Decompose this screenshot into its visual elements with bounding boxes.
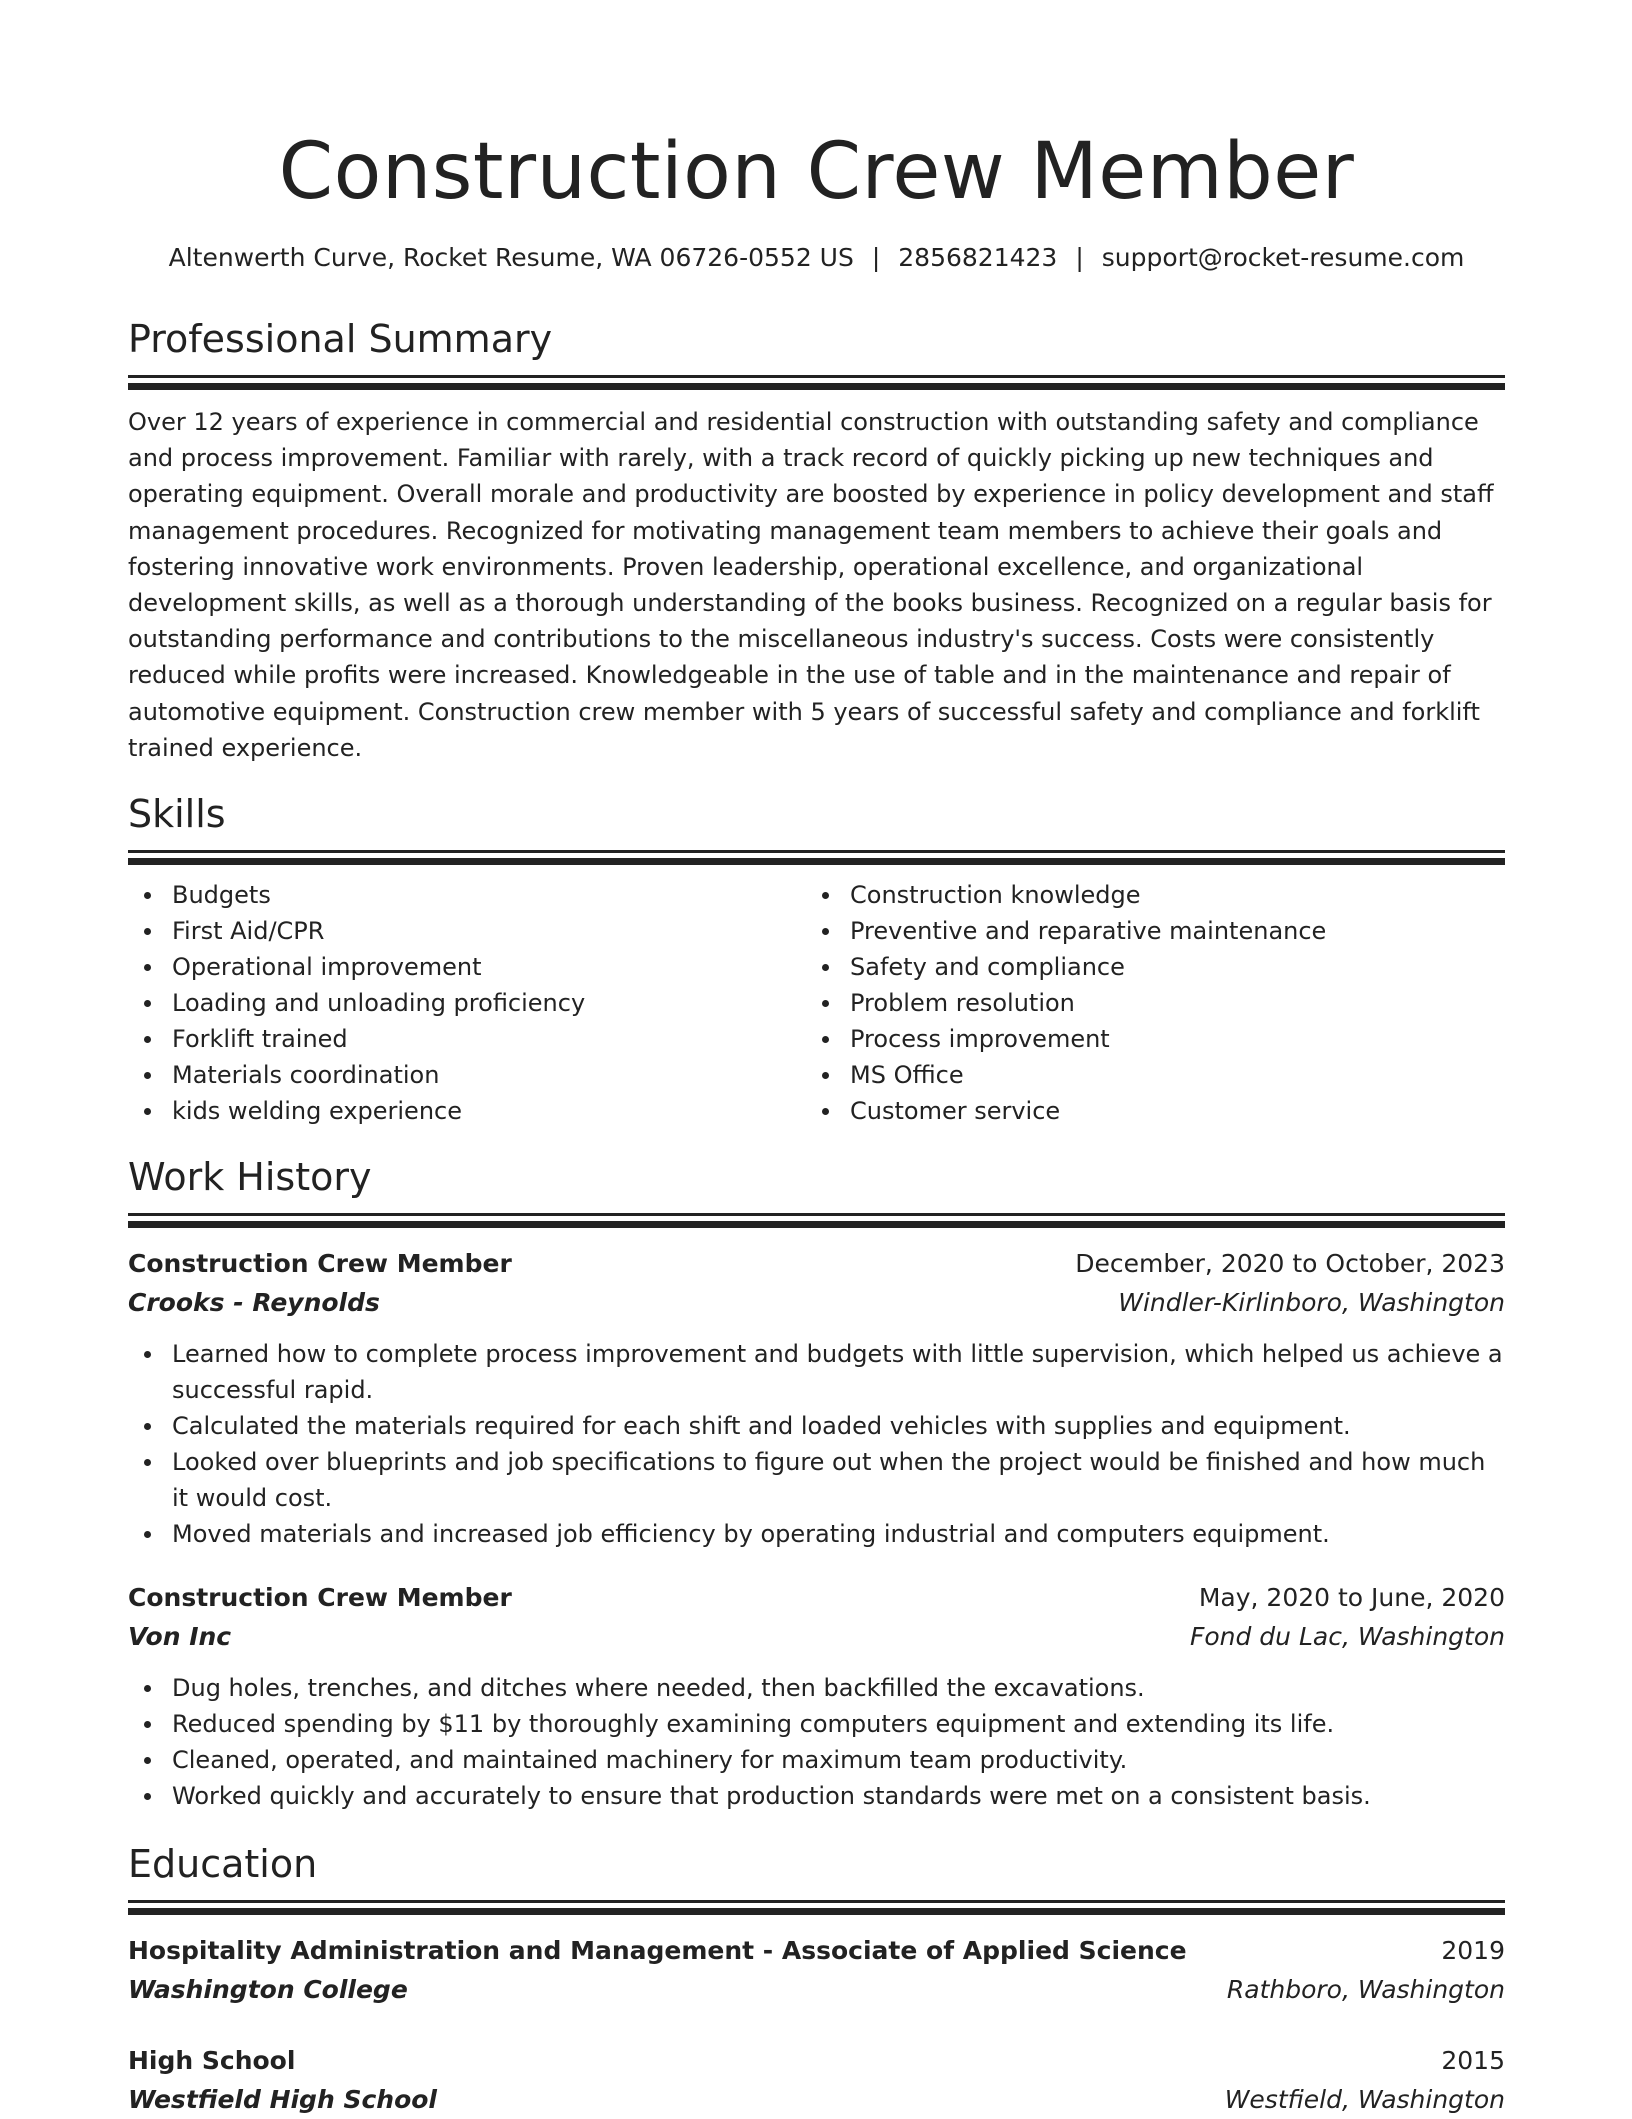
address: Altenwerth Curve, Rocket Resume, WA 06726-0552 US	[168, 243, 854, 272]
degree: High School	[128, 2046, 296, 2076]
job-dates: December, 2020 to October, 2023	[1075, 1249, 1505, 1279]
graduation-year: 2019	[1441, 1936, 1505, 1966]
skill-item: Construction knowledge	[806, 877, 1484, 913]
job-entry	[128, 1244, 1505, 1552]
job-bullet: Moved materials and increased job efficiency by operating industrial and computers equipment.	[128, 1516, 1505, 1552]
education-section	[128, 1840, 1505, 2119]
job-entry	[128, 1578, 1505, 1814]
resume-page	[128, 0, 1505, 2119]
summary-text: Over 12 years of experience in commercial and residential construction with outstanding safety and compliance and process improvement. Familiar with rarely, with a track record of quickly picking up new techniques and operating equipment. Overall morale and productivity are boosted by experience in policy development and staff management procedures. Recognized for motivating management team members to achieve their goals and fostering innovative work environments. Proven leadership, operational excellence, and organizational development skills, as well as a thorough understanding of the books business. Recognized on a regular basis for outstanding performance and contributions to the miscellaneous industry's success. Costs were consistently reduced while profits were increased. Knowledgeable in the use of table and in the maintenance and repair of automotive equipment. Construction crew member with 5 years of successful safety and compliance and forklift trained experience.	[128, 408, 1494, 762]
skill-item: Operational improvement	[128, 949, 806, 985]
email[interactable]: support@rocket-resume.com	[1101, 243, 1465, 272]
skills-list-left	[128, 877, 806, 1129]
job-bullet: Reduced spending by $11 by thoroughly examining computers equipment and extending its life.	[128, 1706, 1505, 1742]
degree: Hospitality Administration and Management - Associate of Applied Science	[128, 1936, 1187, 1966]
job-title: Construction Crew Member	[128, 1583, 512, 1613]
skill-item: Preventive and reparative maintenance	[806, 913, 1484, 949]
skill-item: Safety and compliance	[806, 949, 1484, 985]
job-title: Construction Crew Member	[128, 1249, 512, 1279]
skill-item: Materials coordination	[128, 1057, 806, 1093]
school-location: Westfield, Washington	[1224, 2085, 1505, 2115]
skill-item: MS Office	[806, 1057, 1484, 1093]
section-rule	[128, 375, 1505, 378]
job-bullet: Learned how to complete process improvement and budgets with little supervision, which helped us achieve a successful rapid.	[128, 1336, 1505, 1408]
job-bullet: Looked over blueprints and job specifications to figure out when the project would be finished and how much it would cost.	[128, 1444, 1505, 1516]
section-rule	[128, 1213, 1505, 1216]
education-entry	[128, 2041, 1505, 2119]
section-title-work-history: Work History	[128, 1155, 372, 1200]
job-company: Crooks - Reynolds	[128, 1288, 380, 1318]
job-header	[128, 1578, 1505, 1617]
work-history-section	[128, 1153, 1505, 1814]
skill-item: First Aid/CPR	[128, 913, 806, 949]
job-bullets	[128, 1336, 1505, 1552]
school-name: Westfield High School	[128, 2085, 437, 2115]
education-subheader	[128, 1970, 1505, 2009]
skills-columns	[128, 877, 1505, 1129]
section-rule	[128, 858, 1505, 865]
job-bullet: Cleaned, operated, and maintained machinery for maximum team productivity.	[128, 1742, 1505, 1778]
summary-section	[128, 315, 1505, 766]
education-header	[128, 2041, 1505, 2080]
section-rule	[128, 383, 1505, 390]
education-header	[128, 1931, 1505, 1970]
school-location: Rathboro, Washington	[1226, 1975, 1505, 2005]
job-bullet: Worked quickly and accurately to ensure that production standards were met on a consistent basis.	[128, 1778, 1505, 1814]
skills-section	[128, 790, 1505, 1129]
school-name: Washington College	[128, 1975, 408, 2005]
education-subheader	[128, 2080, 1505, 2119]
job-bullet: Dug holes, trenches, and ditches where needed, then backfilled the excavations.	[128, 1670, 1505, 1706]
education-entry	[128, 1931, 1505, 2009]
job-bullets	[128, 1670, 1505, 1814]
job-location: Fond du Lac, Washington	[1189, 1622, 1505, 1652]
skill-item: Problem resolution	[806, 985, 1484, 1021]
section-rule	[128, 1221, 1505, 1228]
job-subheader	[128, 1283, 1505, 1322]
job-header	[128, 1244, 1505, 1283]
job-dates: May, 2020 to June, 2020	[1198, 1583, 1505, 1613]
section-title-education: Education	[128, 1842, 318, 1887]
job-company: Von Inc	[128, 1622, 232, 1652]
skill-item: Forklift trained	[128, 1021, 806, 1057]
job-bullet: Calculated the materials required for each shift and loaded vehicles with supplies and equipment.	[128, 1408, 1505, 1444]
phone: 2856821423	[898, 243, 1058, 272]
contact-line	[128, 241, 1505, 275]
graduation-year: 2015	[1441, 2046, 1505, 2076]
section-rule	[128, 1908, 1505, 1915]
skill-item: kids welding experience	[128, 1093, 806, 1129]
section-rule	[128, 1900, 1505, 1903]
contact-separator: |	[871, 243, 881, 272]
section-title-summary: Professional Summary	[128, 317, 553, 361]
skills-list-right	[806, 877, 1484, 1129]
skill-item: Process improvement	[806, 1021, 1484, 1057]
section-rule	[128, 850, 1505, 853]
skill-item: Customer service	[806, 1093, 1484, 1129]
skill-item: Budgets	[128, 877, 806, 913]
job-location: Windler-Kirlinboro, Washington	[1118, 1288, 1505, 1318]
skill-item: Loading and unloading proficiency	[128, 985, 806, 1021]
candidate-name: Construction Crew Member	[278, 127, 1355, 217]
job-subheader	[128, 1617, 1505, 1656]
section-title-skills: Skills	[128, 792, 226, 837]
contact-separator: |	[1075, 243, 1084, 272]
